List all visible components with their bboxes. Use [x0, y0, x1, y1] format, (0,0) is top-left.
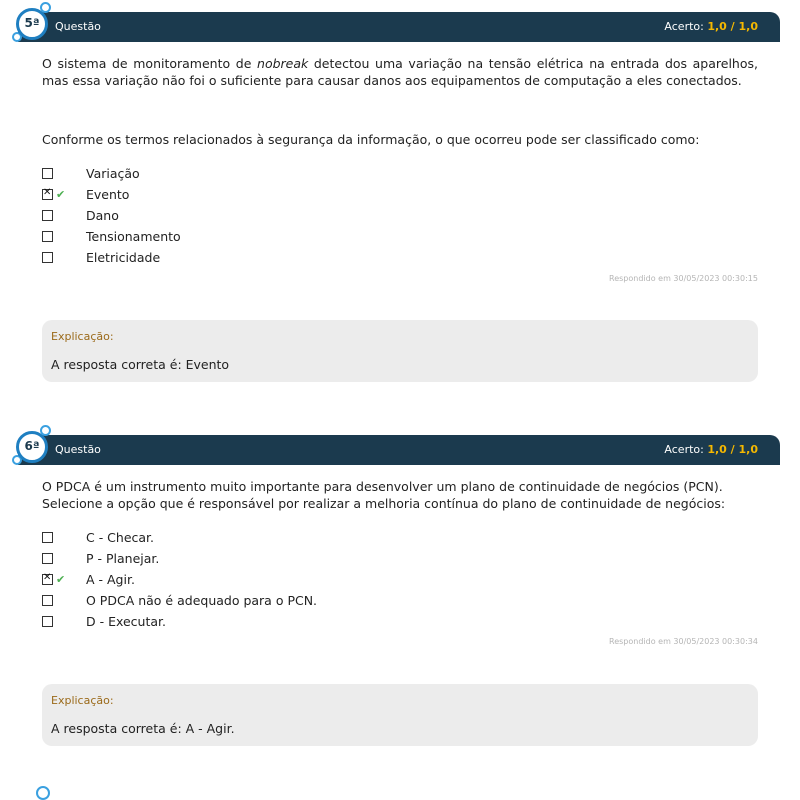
check-mark-icon: ✔: [56, 573, 66, 586]
option[interactable]: [42, 229, 758, 250]
option[interactable]: [42, 593, 758, 614]
question-header-label: Questão: [55, 443, 101, 456]
explanation-text: A resposta correta é: Evento: [51, 357, 230, 372]
option-label: Evento: [86, 187, 130, 202]
option-label: D - Executar.: [86, 614, 167, 629]
checkbox[interactable]: [42, 231, 53, 242]
statement-text: O sistema de monitoramento de: [42, 56, 258, 71]
option-label: A - Agir.: [86, 572, 135, 587]
checkbox-checked-icon[interactable]: [42, 189, 53, 200]
explanation-text: A resposta correta é: A - Agir.: [51, 721, 235, 736]
question-badge-icon: [14, 6, 52, 44]
option-label: Variação: [86, 166, 140, 181]
score: [664, 20, 758, 33]
score: [664, 443, 758, 456]
question-header: [18, 12, 780, 42]
explanation-title: Explicação:: [51, 330, 114, 343]
checkbox[interactable]: [42, 553, 53, 564]
option-label: Tensionamento: [86, 229, 181, 244]
question-badge-icon: [14, 429, 52, 467]
question-prompt: Conforme os termos relacionados à segurança da informação, o que ocorreu pode ser classificado como:: [42, 132, 700, 147]
answered-timestamp: Respondido em 30/05/2023 00:30:15: [609, 274, 758, 283]
explanation-box: [42, 684, 758, 746]
question-number: 6ª: [24, 439, 40, 453]
option[interactable]: [42, 572, 758, 593]
option-label: Dano: [86, 208, 119, 223]
checkbox[interactable]: [42, 210, 53, 221]
explanation-title: Explicação:: [51, 694, 114, 707]
score-label: Acerto:: [664, 20, 704, 33]
checkbox[interactable]: [42, 532, 53, 543]
checkbox[interactable]: [42, 252, 53, 263]
option-label: C - Checar.: [86, 530, 155, 545]
question-statement: O PDCA é um instrumento muito importante para desenvolver um plano de continuidade de negócios (PCN). Selecione a opção que é responsável por realizar a melhoria contínua do plano de continuidade de negócios:: [42, 479, 726, 511]
option-label: P - Planejar.: [86, 551, 160, 566]
option[interactable]: [42, 208, 758, 229]
explanation-box: [42, 320, 758, 382]
option[interactable]: [42, 530, 758, 551]
question-header-label: Questão: [55, 20, 101, 33]
score-value: 1,0 / 1,0: [707, 443, 758, 456]
checkbox[interactable]: [42, 595, 53, 606]
options-list: [42, 530, 758, 635]
check-mark-icon: ✔: [56, 188, 66, 201]
options-list: [42, 166, 758, 271]
statement-text: detectou uma variação na tensão elétrica na entrada dos aparelhos, mas essa variação não foi o suficiente para causar danos aos equipamentos de computação a eles conectados.: [42, 56, 758, 88]
option[interactable]: [42, 187, 758, 208]
question-statement: [42, 55, 758, 89]
question-header: [18, 435, 780, 465]
option[interactable]: [42, 614, 758, 635]
checkbox[interactable]: [42, 616, 53, 627]
option[interactable]: [42, 166, 758, 187]
checkbox-checked-icon[interactable]: [42, 574, 53, 585]
statement-emphasis: nobreak: [257, 56, 309, 71]
score-value: 1,0 / 1,0: [707, 20, 758, 33]
answered-timestamp: Respondido em 30/05/2023 00:30:34: [609, 637, 758, 646]
option-label: Eletricidade: [86, 250, 161, 265]
next-question-badge-icon: [36, 786, 50, 800]
score-label: Acerto:: [664, 443, 704, 456]
option[interactable]: [42, 551, 758, 572]
question-number: 5ª: [24, 16, 40, 30]
checkbox[interactable]: [42, 168, 53, 179]
option-label: O PDCA não é adequado para o PCN.: [86, 593, 318, 608]
option[interactable]: [42, 250, 758, 271]
